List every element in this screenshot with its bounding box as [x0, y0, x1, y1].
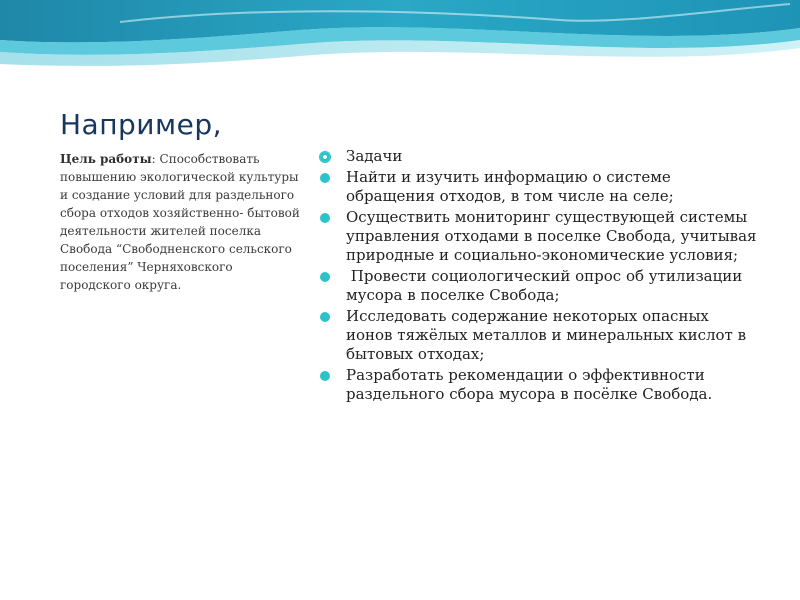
- slide-title: Например,: [60, 108, 223, 141]
- task-item: [318, 307, 758, 364]
- task-item: [318, 267, 758, 305]
- bullet-icon: [320, 213, 330, 223]
- bullet-icon: [320, 371, 330, 381]
- task-item: [318, 366, 758, 404]
- task-text: Осуществить мониторинг существующей системы управления отходами в поселке Свобода, учитывая природные и социально-экономические условия;: [346, 208, 757, 264]
- bullet-icon: [320, 152, 330, 162]
- goal-label: Цель работы: [60, 152, 152, 166]
- bullet-icon: [320, 312, 330, 322]
- task-text: Исследовать содержание некоторых опасных ионов тяжёлых металлов и минеральных кислот в бытовых отходах;: [346, 307, 747, 363]
- bullet-icon: [320, 173, 330, 183]
- tasks-heading: [318, 147, 758, 166]
- goal-colon: :: [151, 152, 156, 166]
- task-text: Провести социологический опрос об утилизации мусора в поселке Свобода;: [346, 267, 747, 304]
- task-text: Найти и изучить информацию о системе обращения отходов, в том числе на селе;: [346, 168, 674, 205]
- tasks-list: [318, 147, 758, 406]
- header-wave-decoration: [0, 0, 800, 80]
- goal-paragraph: [60, 150, 300, 294]
- goal-text: Способствовать повышению экологической культуры и создание условий для раздельного сбора отходов хозяйственно- бытовой деятельности жителей поселка Свобода “Свободненского сельского поселения” Черняховского городского округа.: [60, 152, 300, 292]
- tasks-heading-text: Задачи: [346, 147, 403, 165]
- bullet-icon: [320, 272, 330, 282]
- task-item: [318, 208, 758, 265]
- task-item: [318, 168, 758, 206]
- task-text: Разработать рекомендации о эффективности раздельного сбора мусора в посёлке Свобода.: [346, 366, 713, 403]
